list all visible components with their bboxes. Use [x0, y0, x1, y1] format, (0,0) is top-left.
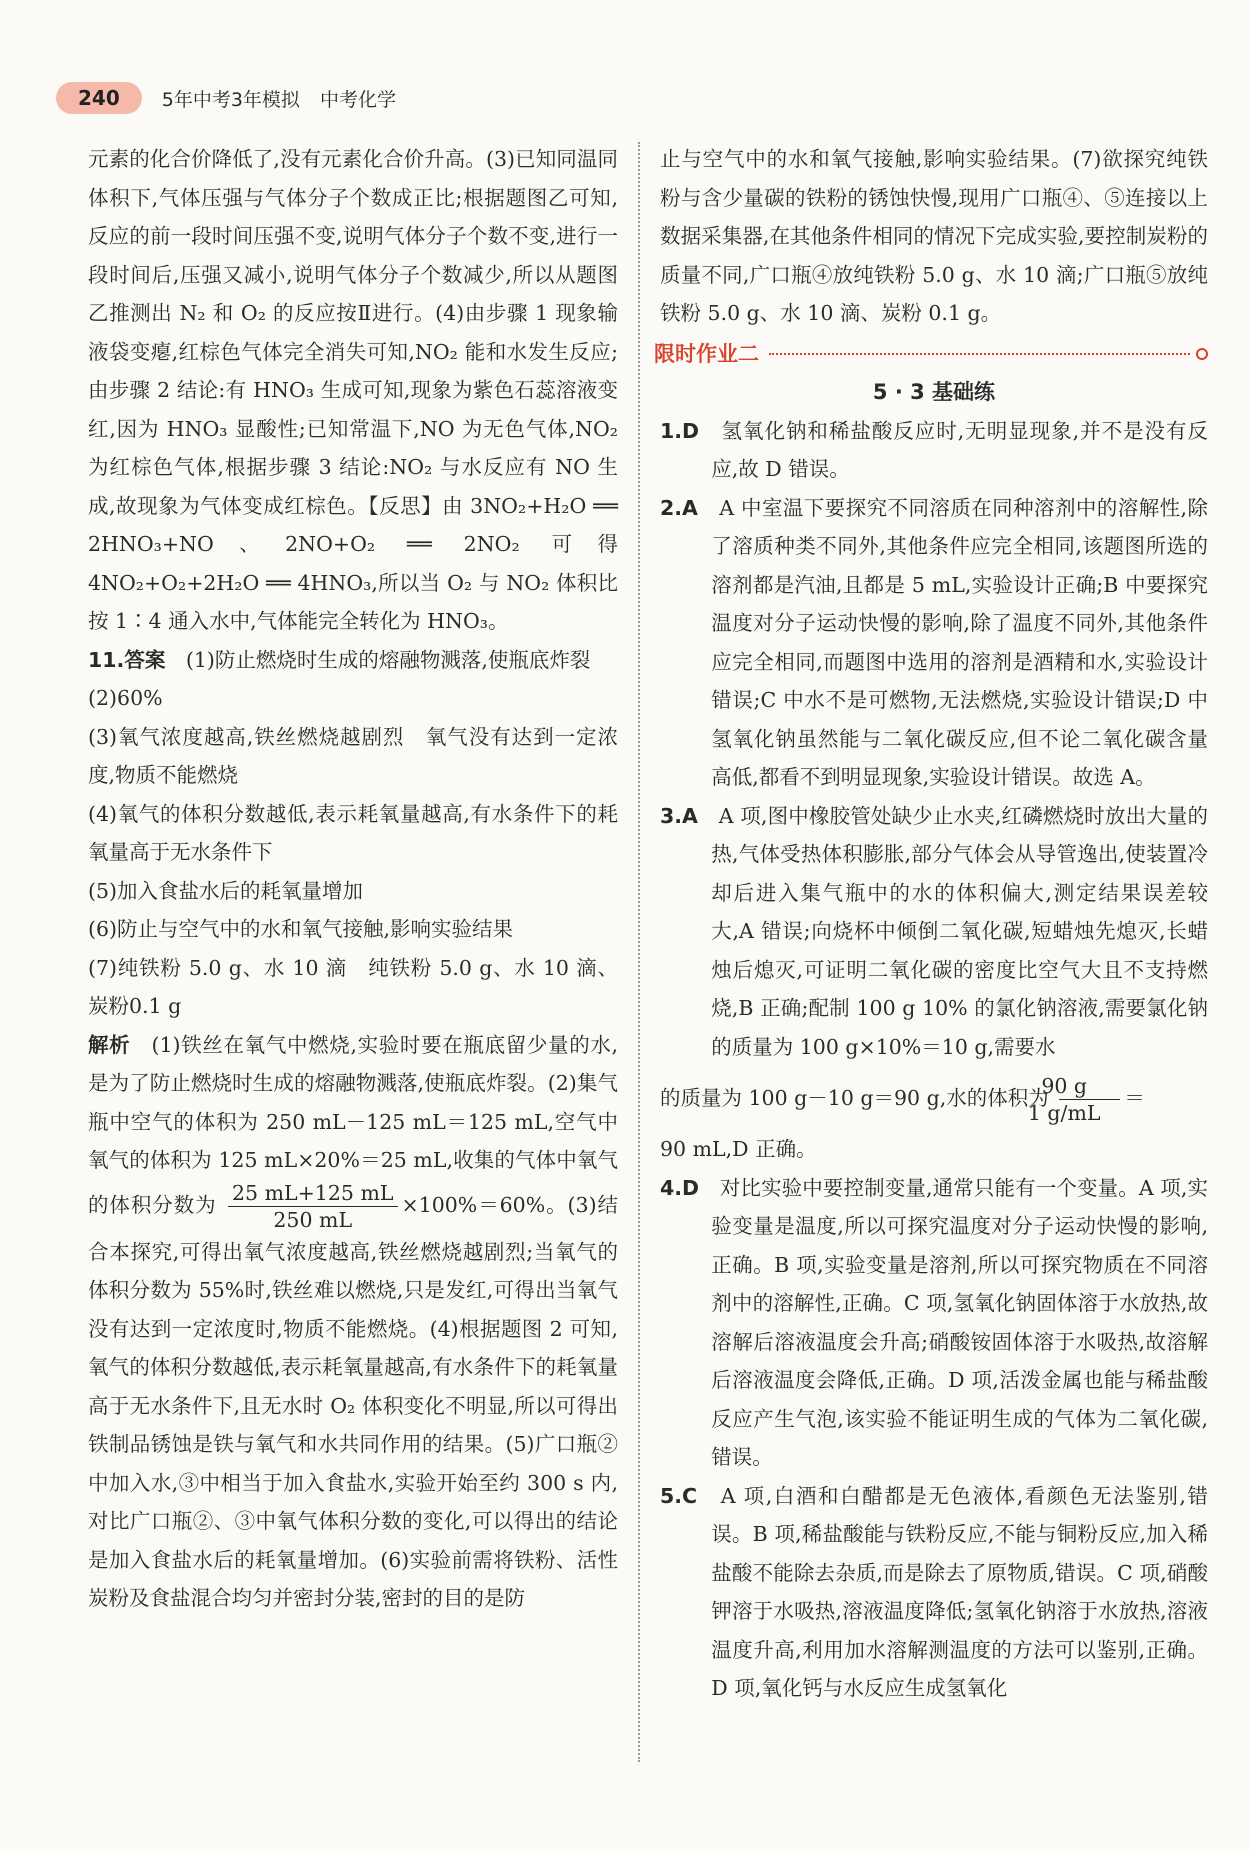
answer-label: 答案 — [124, 647, 166, 672]
analysis-label: 解析 — [88, 1032, 131, 1057]
question-3-formula — [660, 1066, 1208, 1130]
answer-part-5: (5)加入食盐水后的耗氧量增加 — [88, 878, 364, 903]
subject-label: 中考化学 — [319, 88, 396, 111]
answer-part-6: (6)防止与空气中的水和氧气接触,影响实验结果 — [88, 917, 514, 941]
question-number: 4.D — [660, 1175, 700, 1200]
question-number: 3.A — [660, 803, 698, 828]
continued-paragraph: 元素的化合价降低了,没有元素化合价升高。(3)已知同温同体积下,气体压强与气体分子个数成正比;根据题图乙可知,反应的前一段时间压强不变,说明气体分子个数不变,进行一段时间后,压强又减小,说明气体分子个数减少,所以从题图乙推测出 N₂ 和 O₂ 的反应按Ⅱ进行。(4)由步骤 1 现象输液袋变瘪,红棕色气体完全消失可知,NO₂ 能和水发生反应;由步骤 2 结论:有 HNO₃ 生成可知,现象为紫色石蕊溶液变红,因为 HNO₃ 显酸性;已知常温下,NO 为无色气体,NO₂ 为红棕色气体,根据步骤 3 结论:NO₂ 与水反应有 NO 生成,故现象为气体变成红棕色。【反思】由 3NO₂+H₂O ══ 2HNO₃+NO、2NO+O₂ ══ 2NO₂ 可得 4NO₂+O₂+2H₂O ══ 4HNO₃,所以当 O₂ 与 NO₂ 体积比按 1∶4 通入水中,气体能完全转化为 HNO₃。 — [88, 147, 618, 633]
question-text: A 中室温下要探究不同溶质在同种溶剂中的溶解性,除了溶质种类不同外,其他条件应完全相同,该题图所选的溶剂都是汽油,且都是 5 mL,实验设计正确;B 中要探究温度对分子运动快慢的影响,除了温度不同外,其他条件应完全相同,而题图中选用的溶剂是酒精和水,实验设计错误;C 中水不是可燃物,无法燃烧,实验设计错误;D 中氢氧化钠虽然能与二氧化碳反应,但不论二氧化碳含量高低,都看不到明显现象,实验设计错误。故选 A。 — [711, 495, 1208, 789]
fraction-water-volume — [1027, 1073, 1120, 1126]
question-number: 2.A — [660, 495, 698, 520]
book-title: 5年中考3年模拟 — [161, 88, 300, 111]
fraction-numerator: 90 g — [1059, 1073, 1120, 1100]
fraction-denominator: 1 g/mL — [1027, 1101, 1101, 1125]
question-number: 11. — [88, 647, 125, 672]
section-rule — [769, 353, 1190, 355]
formula-lead: 的质量为 100 g－10 g＝90 g,水的体积为 — [660, 1086, 1049, 1110]
left-column — [88, 140, 618, 1618]
answer-part-2: (2)60% — [88, 686, 163, 710]
answer-part-4: (4)氧气的体积分数越低,表示耗氧量越高,有水条件下的耗氧量高于无水条件下 — [88, 801, 618, 864]
question-1 — [660, 412, 1208, 489]
question-2 — [660, 489, 1208, 797]
question-text: A 项,图中橡胶管处缺少止水夹,红磷燃烧时放出大量的热,气体受热体积膨胀,部分气体会从导管逸出,使装置冷却后进入集气瓶中的水的体积偏大,测定结果误差较大,A 错误;向烧杯中倾倒二氧化碳,短蜡烛先熄灭,长蜡烛后熄灭,可证明二氧化碳的密度比空气大且不支持燃烧,B 正确;配制 100 g 10% 的氯化钠溶液,需要氯化钠的质量为 100 g×10%＝10 g,需要水 — [711, 803, 1208, 1059]
question-number: 1.D — [660, 418, 700, 443]
analysis-paragraph — [88, 1026, 618, 1618]
page-header — [56, 78, 396, 118]
page-number: 240 — [56, 82, 142, 114]
continued-paragraph-right: 止与空气中的水和氧气接触,影响实验结果。(7)欲探究纯铁粉与含少量碳的铁粉的锈蚀快慢,现用广口瓶④、⑤连接以上数据采集器,在其他条件相同的情况下完成实验,要控制炭粉的质量不同,广口瓶④放纯铁粉 5.0 g、水 10 滴;广口瓶⑤放纯铁粉 5.0 g、水 10 滴、炭粉 0.1 g。 — [660, 147, 1208, 325]
answer-part-3: (3)氧气浓度越高,铁丝燃烧越剧烈 氧气没有达到一定浓度,物质不能燃烧 — [88, 724, 618, 787]
question-3-end: 90 mL,D 正确。 — [660, 1137, 817, 1161]
question-text: 氢氧化钠和稀盐酸反应时,无明显现象,并不是没有反应,故 D 错误。 — [711, 418, 1208, 481]
answer-part-1: (1)防止燃烧时生成的熔融物溅落,使瓶底炸裂 — [185, 647, 591, 672]
question-11 — [88, 641, 618, 680]
equals-sign: ＝ — [1124, 1086, 1145, 1110]
section-header — [654, 335, 1208, 374]
question-5 — [660, 1477, 1208, 1708]
sub-section-title: 5 · 3 基础练 — [872, 380, 996, 404]
question-3 — [660, 797, 1208, 1067]
right-column — [654, 140, 1209, 1708]
question-4 — [660, 1169, 1208, 1477]
fraction-volume — [228, 1180, 398, 1233]
analysis-text-2: ×100%＝60%。(3)结合本探究,可得出氧气浓度越高,铁丝燃烧越剧烈;当氧气的体积分数为 55%时,铁丝难以燃烧,只是发红,可得出当氧气没有达到一定浓度时,物质不能燃烧。(4)根据题图 2 可知,氧气的体积分数越低,表示耗氧量越高,有水条件下的耗氧量高于无水条件下,且无水时 O₂ 体积变化不明显,所以可得出铁制品锈蚀是铁与氧气和水共同作用的结果。(5)广口瓶②中加入水,③中相当于加入食盐水,实验开始至约 300 s 内,对比广口瓶②、③中氧气体积分数的变化,可以得出的结论是加入食盐水后的耗氧量增加。(6)实验前需将铁粉、活性炭粉及食盐混合均匀并密封分装,密封的目的是防 — [88, 1192, 618, 1610]
question-text: A 项,白酒和白醋都是无色液体,看颜色无法鉴别,错误。B 项,稀盐酸能与铁粉反应,不能与铜粉反应,加入稀盐酸不能除去杂质,而是除去了原物质,错误。C 项,硝酸钾溶于水吸热,溶液温度降低;氢氧化钠溶于水放热,溶液温度升高,利用加水溶解测温度的方法可以鉴别,正确。D 项,氧化钙与水反应生成氢氧化 — [711, 1483, 1209, 1700]
section-title: 限时作业二 — [654, 341, 759, 366]
question-number: 5.C — [660, 1483, 698, 1508]
column-divider — [638, 142, 640, 1762]
section-end-dot — [1196, 348, 1208, 360]
answer-part-7: (7)纯铁粉 5.0 g、水 10 滴 纯铁粉 5.0 g、水 10 滴、炭粉0.1 g — [88, 955, 618, 1018]
question-text: 对比实验中要控制变量,通常只能有一个变量。A 项,实验变量是温度,所以可探究温度对分子运动快慢的影响,正确。B 项,实验变量是溶剂,所以可探究物质在不同溶剂中的溶解性,正确。C 项,氢氧化钠固体溶于水放热,故溶解后溶液温度会升高;硝酸铵固体溶于水吸热,故溶解后溶液温度会降低,正确。D 项,活泼金属也能与稀盐酸反应产生气泡,该实验不能证明生成的气体为二氧化碳,错误。 — [711, 1175, 1209, 1469]
fraction-denominator: 250 mL — [273, 1207, 353, 1232]
fraction-numerator: 25 mL+125 mL — [228, 1180, 398, 1207]
analysis-text-1: (1)铁丝在氧气中燃烧,实验时要在瓶底留少量的水,是为了防止燃烧时生成的熔融物溅落,使瓶底炸裂。(2)集气瓶中空气的体积为 250 mL－125 mL＝125 mL,空气中氧气的体积为 125 mL×20%＝25 mL,收集的气体中氧气的体积分数为 — [88, 1032, 619, 1217]
